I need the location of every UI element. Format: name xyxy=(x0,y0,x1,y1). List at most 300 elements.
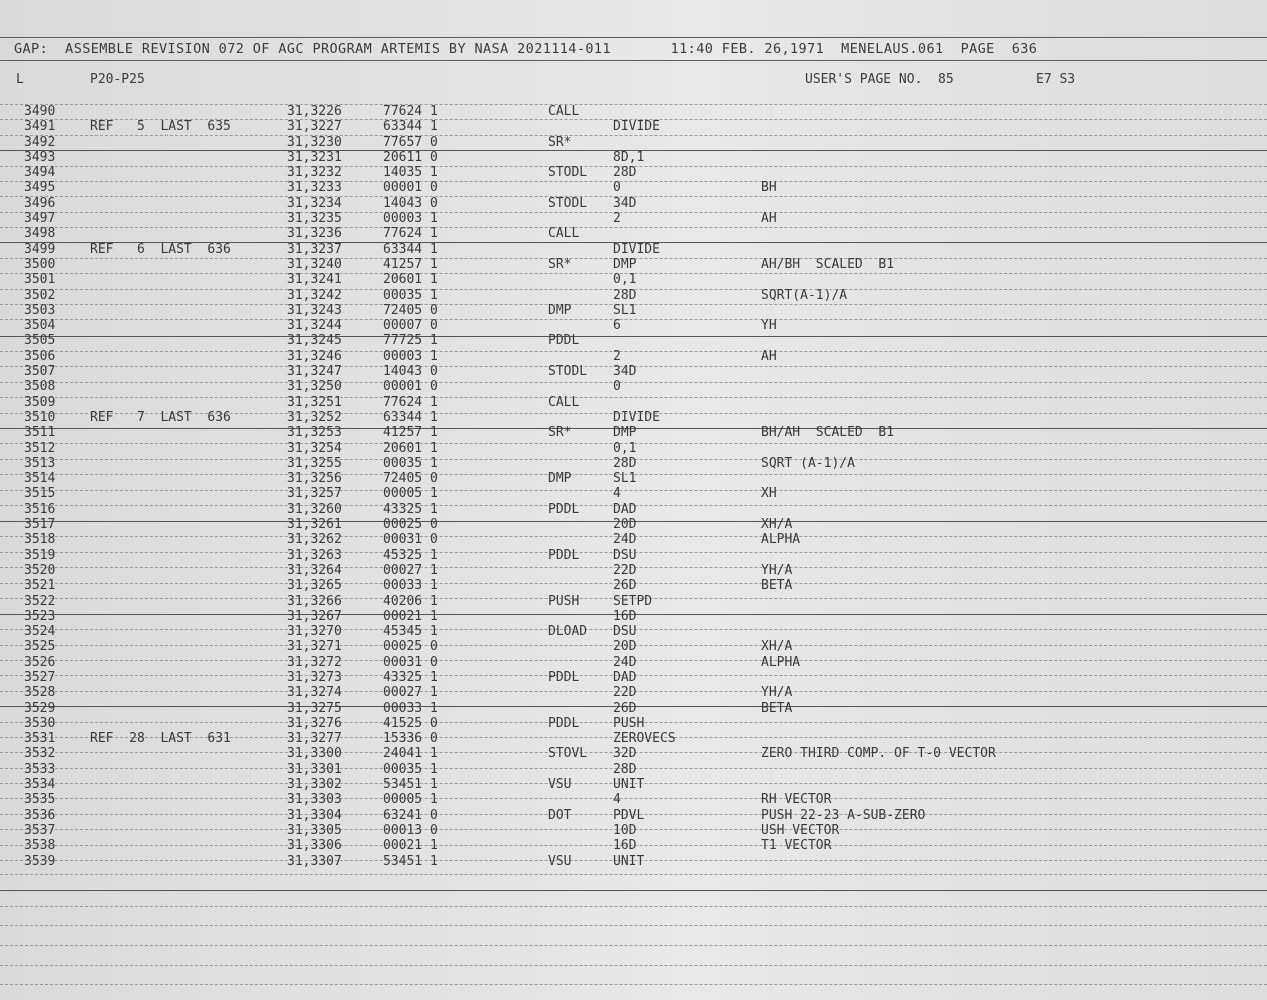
ref-annotation: REF 5 LAST 635 xyxy=(90,119,231,135)
octal-word: 00007 0 xyxy=(383,318,438,334)
comment: AH xyxy=(761,348,777,364)
address: 31,3305 xyxy=(287,822,342,838)
address: 31,3235 xyxy=(287,211,342,227)
opcode: STODL xyxy=(548,165,588,181)
listing-row xyxy=(0,119,1267,134)
line-number: 3492 xyxy=(24,134,56,150)
operand: 34D xyxy=(613,364,637,380)
opcode: PDDL xyxy=(548,715,580,731)
line-number: 3511 xyxy=(24,425,56,441)
line-number: 3521 xyxy=(24,578,56,594)
listing-row xyxy=(0,226,1267,241)
line-number: 3503 xyxy=(24,302,56,318)
address: 31,3251 xyxy=(287,394,342,410)
listing-rows xyxy=(0,104,1267,869)
operand: 26D xyxy=(613,578,637,594)
octal-word: 72405 0 xyxy=(383,471,438,487)
octal-word: 77624 1 xyxy=(383,394,438,410)
listing-row xyxy=(0,150,1267,165)
operand: 28D xyxy=(613,287,637,303)
listing-row xyxy=(0,609,1267,624)
opcode: PDDL xyxy=(548,669,580,685)
octal-word: 00031 0 xyxy=(383,654,438,670)
opcode: PDDL xyxy=(548,333,580,349)
line-number: 3500 xyxy=(24,256,56,272)
opcode: VSU xyxy=(548,853,572,869)
operand: SL1 xyxy=(613,302,637,318)
operand: DSU xyxy=(613,547,637,563)
users-page-number: USER'S PAGE NO. 85 xyxy=(805,72,954,87)
address: 31,3227 xyxy=(287,119,342,135)
line-number: 3528 xyxy=(24,685,56,701)
octal-word: 00021 1 xyxy=(383,608,438,624)
listing-row xyxy=(0,364,1267,379)
line-number: 3532 xyxy=(24,746,56,762)
octal-word: 00033 1 xyxy=(383,700,438,716)
operand: 24D xyxy=(613,532,637,548)
comment: ALPHA xyxy=(761,532,801,548)
opcode: DMP xyxy=(548,302,572,318)
line-number: 3512 xyxy=(24,440,56,456)
line-number: 3536 xyxy=(24,807,56,823)
line-number: 3535 xyxy=(24,792,56,808)
address: 31,3256 xyxy=(287,471,342,487)
address: 31,3232 xyxy=(287,165,342,181)
ref-annotation: REF 6 LAST 636 xyxy=(90,241,231,257)
octal-word: 00003 1 xyxy=(383,348,438,364)
line-number: 3525 xyxy=(24,639,56,655)
listing-row xyxy=(0,762,1267,777)
dashed-rule xyxy=(0,874,1267,875)
listing-row xyxy=(0,272,1267,287)
octal-word: 00035 1 xyxy=(383,455,438,471)
header-bottom-rule xyxy=(0,60,1267,61)
octal-word: 63344 1 xyxy=(383,409,438,425)
listing-row xyxy=(0,578,1267,593)
address: 31,3272 xyxy=(287,654,342,670)
operand: 0,1 xyxy=(613,440,637,456)
line-number: 3508 xyxy=(24,379,56,395)
octal-word: 00025 0 xyxy=(383,517,438,533)
line-number: 3523 xyxy=(24,608,56,624)
comment: BH xyxy=(761,180,777,196)
comment: AH xyxy=(761,211,777,227)
line-number: 3519 xyxy=(24,547,56,563)
line-number: 3533 xyxy=(24,761,56,777)
address: 31,3240 xyxy=(287,256,342,272)
operand: PDVL xyxy=(613,807,645,823)
octal-word: 14035 1 xyxy=(383,165,438,181)
octal-word: 63344 1 xyxy=(383,241,438,257)
listing-row xyxy=(0,425,1267,440)
listing-row xyxy=(0,165,1267,180)
line-number: 3531 xyxy=(24,731,56,747)
comment: BH/AH SCALED B1 xyxy=(761,425,895,441)
listing-row xyxy=(0,701,1267,716)
listing-row xyxy=(0,532,1267,547)
address: 31,3271 xyxy=(287,639,342,655)
address: 31,3257 xyxy=(287,486,342,502)
address: 31,3262 xyxy=(287,532,342,548)
comment: SQRT(A-1)/A xyxy=(761,287,848,303)
operand: 4 xyxy=(613,486,621,502)
operand: DIVIDE xyxy=(613,119,660,135)
listing-row xyxy=(0,594,1267,609)
operand: DAD xyxy=(613,501,637,517)
octal-word: 00021 1 xyxy=(383,838,438,854)
address: 31,3265 xyxy=(287,578,342,594)
operand: 16D xyxy=(613,838,637,854)
address: 31,3241 xyxy=(287,272,342,288)
address: 31,3250 xyxy=(287,379,342,395)
address: 31,3233 xyxy=(287,180,342,196)
line-number: 3527 xyxy=(24,669,56,685)
operand: UNIT xyxy=(613,777,645,793)
operand: DMP xyxy=(613,256,637,272)
comment: ZERO THIRD COMP. OF T-0 VECTOR xyxy=(761,746,996,762)
octal-word: 41257 1 xyxy=(383,425,438,441)
octal-word: 72405 0 xyxy=(383,302,438,318)
listing-row xyxy=(0,288,1267,303)
opcode: STODL xyxy=(548,195,588,211)
line-number: 3504 xyxy=(24,318,56,334)
octal-word: 41525 0 xyxy=(383,715,438,731)
operand: 22D xyxy=(613,685,637,701)
octal-word: 00005 1 xyxy=(383,486,438,502)
listing-row xyxy=(0,548,1267,563)
listing-row xyxy=(0,777,1267,792)
listing-row xyxy=(0,303,1267,318)
octal-word: 14043 0 xyxy=(383,364,438,380)
address: 31,3276 xyxy=(287,715,342,731)
comment: XH xyxy=(761,486,777,502)
octal-word: 00025 0 xyxy=(383,639,438,655)
line-number: 3534 xyxy=(24,777,56,793)
dashed-rule xyxy=(0,925,1267,926)
listing-row xyxy=(0,808,1267,823)
opcode: PUSH xyxy=(548,593,580,609)
address: 31,3300 xyxy=(287,746,342,762)
listing-row xyxy=(0,716,1267,731)
opcode: CALL xyxy=(548,394,580,410)
octal-word: 14043 0 xyxy=(383,195,438,211)
octal-word: 20601 1 xyxy=(383,440,438,456)
octal-word: 20611 0 xyxy=(383,149,438,165)
octal-word: 53451 1 xyxy=(383,853,438,869)
section-label: P20-P25 xyxy=(90,72,145,87)
line-number: 3516 xyxy=(24,501,56,517)
listing-row xyxy=(0,135,1267,150)
octal-word: 00013 0 xyxy=(383,822,438,838)
operand: 20D xyxy=(613,517,637,533)
listing-row xyxy=(0,456,1267,471)
opcode: CALL xyxy=(548,104,580,119)
address: 31,3261 xyxy=(287,517,342,533)
listing-row xyxy=(0,379,1267,394)
opcode: SR* xyxy=(548,256,572,272)
address: 31,3230 xyxy=(287,134,342,150)
opcode: PDDL xyxy=(548,501,580,517)
assembly-header: GAP: ASSEMBLE REVISION 072 OF AGC PROGRAM ARTEMIS BY NASA 2021114-011 11:40 FEB. 26,1971 MENELAUS.061 PAGE 636 xyxy=(14,41,1038,57)
line-number: 3526 xyxy=(24,654,56,670)
opcode: SR* xyxy=(548,425,572,441)
octal-word: 43325 1 xyxy=(383,669,438,685)
line-number: 3522 xyxy=(24,593,56,609)
address: 31,3275 xyxy=(287,700,342,716)
operand: SETPD xyxy=(613,593,653,609)
octal-word: 00027 1 xyxy=(383,562,438,578)
listing-row xyxy=(0,104,1267,119)
line-number: 3501 xyxy=(24,272,56,288)
operand: DIVIDE xyxy=(613,241,660,257)
octal-word: 77725 1 xyxy=(383,333,438,349)
line-number: 3538 xyxy=(24,838,56,854)
listing-row xyxy=(0,563,1267,578)
operand: 2 xyxy=(613,211,621,227)
line-number: 3498 xyxy=(24,226,56,242)
header-top-rule xyxy=(0,37,1267,38)
listing-row xyxy=(0,731,1267,746)
line-number: 3495 xyxy=(24,180,56,196)
opcode: CALL xyxy=(548,226,580,242)
address: 31,3247 xyxy=(287,364,342,380)
line-number: 3517 xyxy=(24,517,56,533)
address: 31,3260 xyxy=(287,501,342,517)
operand: 6 xyxy=(613,318,621,334)
operand: 32D xyxy=(613,746,637,762)
octal-word: 45345 1 xyxy=(383,624,438,640)
address: 31,3254 xyxy=(287,440,342,456)
opcode: PDDL xyxy=(548,547,580,563)
line-number: 3506 xyxy=(24,348,56,364)
line-number: 3502 xyxy=(24,287,56,303)
octal-word: 40206 1 xyxy=(383,593,438,609)
address: 31,3236 xyxy=(287,226,342,242)
address: 31,3306 xyxy=(287,838,342,854)
octal-word: 77657 0 xyxy=(383,134,438,150)
line-number: 3499 xyxy=(24,241,56,257)
listing-row xyxy=(0,211,1267,226)
address: 31,3253 xyxy=(287,425,342,441)
line-number: 3513 xyxy=(24,455,56,471)
listing-row xyxy=(0,854,1267,869)
address: 31,3301 xyxy=(287,761,342,777)
line-number: 3491 xyxy=(24,119,56,135)
address: 31,3231 xyxy=(287,149,342,165)
octal-word: 41257 1 xyxy=(383,256,438,272)
ref-annotation: REF 28 LAST 631 xyxy=(90,731,231,747)
listing-row xyxy=(0,196,1267,211)
address: 31,3304 xyxy=(287,807,342,823)
listing-row xyxy=(0,318,1267,333)
operand: 10D xyxy=(613,822,637,838)
octal-word: 77624 1 xyxy=(383,104,438,119)
line-number: 3505 xyxy=(24,333,56,349)
line-number: 3518 xyxy=(24,532,56,548)
address: 31,3263 xyxy=(287,547,342,563)
listing-row xyxy=(0,639,1267,654)
opcode: VSU xyxy=(548,777,572,793)
listing-row xyxy=(0,746,1267,761)
comment: BETA xyxy=(761,700,793,716)
octal-word: 45325 1 xyxy=(383,547,438,563)
octal-word: 00027 1 xyxy=(383,685,438,701)
octal-word: 63344 1 xyxy=(383,119,438,135)
operand: DMP xyxy=(613,425,637,441)
listing-row xyxy=(0,410,1267,425)
address: 31,3252 xyxy=(287,409,342,425)
line-number: 3514 xyxy=(24,471,56,487)
line-number: 3496 xyxy=(24,195,56,211)
address: 31,3277 xyxy=(287,731,342,747)
address: 31,3255 xyxy=(287,455,342,471)
octal-word: 53451 1 xyxy=(383,777,438,793)
comment: YH/A xyxy=(761,685,793,701)
address: 31,3226 xyxy=(287,104,342,119)
opcode: DMP xyxy=(548,471,572,487)
opcode: DOT xyxy=(548,807,572,823)
octal-word: 00005 1 xyxy=(383,792,438,808)
operand: 0,1 xyxy=(613,272,637,288)
listing-row xyxy=(0,792,1267,807)
listing-row xyxy=(0,655,1267,670)
address: 31,3270 xyxy=(287,624,342,640)
line-number: 3493 xyxy=(24,149,56,165)
comment: YH xyxy=(761,318,777,334)
dashed-rule xyxy=(0,945,1267,946)
listing-row xyxy=(0,670,1267,685)
line-number: 3539 xyxy=(24,853,56,869)
octal-word: 20601 1 xyxy=(383,272,438,288)
operand: 28D xyxy=(613,455,637,471)
listing-row xyxy=(0,333,1267,348)
dashed-rule xyxy=(0,906,1267,907)
operand: 16D xyxy=(613,608,637,624)
address: 31,3274 xyxy=(287,685,342,701)
listing-row xyxy=(0,624,1267,639)
opcode: STOVL xyxy=(548,746,588,762)
comment: XH/A xyxy=(761,517,793,533)
listing-row xyxy=(0,517,1267,532)
octal-word: 00035 1 xyxy=(383,287,438,303)
line-number: 3530 xyxy=(24,715,56,731)
operand: DIVIDE xyxy=(613,409,660,425)
listing-row xyxy=(0,395,1267,410)
listing-row xyxy=(0,180,1267,195)
octal-word: 00031 0 xyxy=(383,532,438,548)
listing-row xyxy=(0,257,1267,272)
opcode: SR* xyxy=(548,134,572,150)
operand: 34D xyxy=(613,195,637,211)
line-number: 3520 xyxy=(24,562,56,578)
address: 31,3302 xyxy=(287,777,342,793)
address: 31,3307 xyxy=(287,853,342,869)
listing-row xyxy=(0,486,1267,501)
octal-word: 00003 1 xyxy=(383,211,438,227)
operand: DSU xyxy=(613,624,637,640)
comment: SQRT (A-1)/A xyxy=(761,455,855,471)
page-code: E7 S3 xyxy=(1036,72,1076,87)
address: 31,3246 xyxy=(287,348,342,364)
octal-word: 63241 0 xyxy=(383,807,438,823)
operand: SL1 xyxy=(613,471,637,487)
operand: 8D,1 xyxy=(613,149,645,165)
octal-word: 43325 1 xyxy=(383,501,438,517)
address: 31,3237 xyxy=(287,241,342,257)
address: 31,3273 xyxy=(287,669,342,685)
line-number: 3524 xyxy=(24,624,56,640)
solid-rule xyxy=(0,890,1267,891)
left-marker: L xyxy=(16,72,24,87)
operand: 4 xyxy=(613,792,621,808)
address: 31,3266 xyxy=(287,593,342,609)
operand: 20D xyxy=(613,639,637,655)
octal-word: 00001 0 xyxy=(383,379,438,395)
dashed-rule xyxy=(0,965,1267,966)
line-number: 3529 xyxy=(24,700,56,716)
address: 31,3244 xyxy=(287,318,342,334)
address: 31,3234 xyxy=(287,195,342,211)
operand: 28D xyxy=(613,165,637,181)
comment: YH/A xyxy=(761,562,793,578)
octal-word: 24041 1 xyxy=(383,746,438,762)
operand: 0 xyxy=(613,379,621,395)
address: 31,3303 xyxy=(287,792,342,808)
operand: 26D xyxy=(613,700,637,716)
line-number: 3509 xyxy=(24,394,56,410)
listing-row xyxy=(0,242,1267,257)
comment: ALPHA xyxy=(761,654,801,670)
comment: BETA xyxy=(761,578,793,594)
line-number: 3497 xyxy=(24,211,56,227)
listing-row xyxy=(0,502,1267,517)
comment: AH/BH SCALED B1 xyxy=(761,256,895,272)
ref-annotation: REF 7 LAST 636 xyxy=(90,409,231,425)
address: 31,3264 xyxy=(287,562,342,578)
comment: RH VECTOR xyxy=(761,792,832,808)
listing-row xyxy=(0,838,1267,853)
operand: DAD xyxy=(613,669,637,685)
address: 31,3242 xyxy=(287,287,342,303)
operand: 0 xyxy=(613,180,621,196)
listing-row xyxy=(0,349,1267,364)
listing-row xyxy=(0,471,1267,486)
operand: 24D xyxy=(613,654,637,670)
line-number: 3507 xyxy=(24,364,56,380)
listing-row xyxy=(0,685,1267,700)
line-number: 3494 xyxy=(24,165,56,181)
dashed-rule xyxy=(0,984,1267,985)
opcode: DLOAD xyxy=(548,624,588,640)
operand: 22D xyxy=(613,562,637,578)
opcode: STODL xyxy=(548,364,588,380)
comment: USH VECTOR xyxy=(761,822,840,838)
address: 31,3243 xyxy=(287,302,342,318)
operand: UNIT xyxy=(613,853,645,869)
line-number: 3490 xyxy=(24,104,56,119)
operand: PUSH xyxy=(613,715,645,731)
comment: XH/A xyxy=(761,639,793,655)
octal-word: 00035 1 xyxy=(383,761,438,777)
operand: ZEROVECS xyxy=(613,731,676,747)
comment: PUSH 22-23 A-SUB-ZERO xyxy=(761,807,926,823)
octal-word: 77624 1 xyxy=(383,226,438,242)
listing-row xyxy=(0,823,1267,838)
address: 31,3245 xyxy=(287,333,342,349)
listing-row xyxy=(0,441,1267,456)
line-number: 3510 xyxy=(24,409,56,425)
operand: 2 xyxy=(613,348,621,364)
